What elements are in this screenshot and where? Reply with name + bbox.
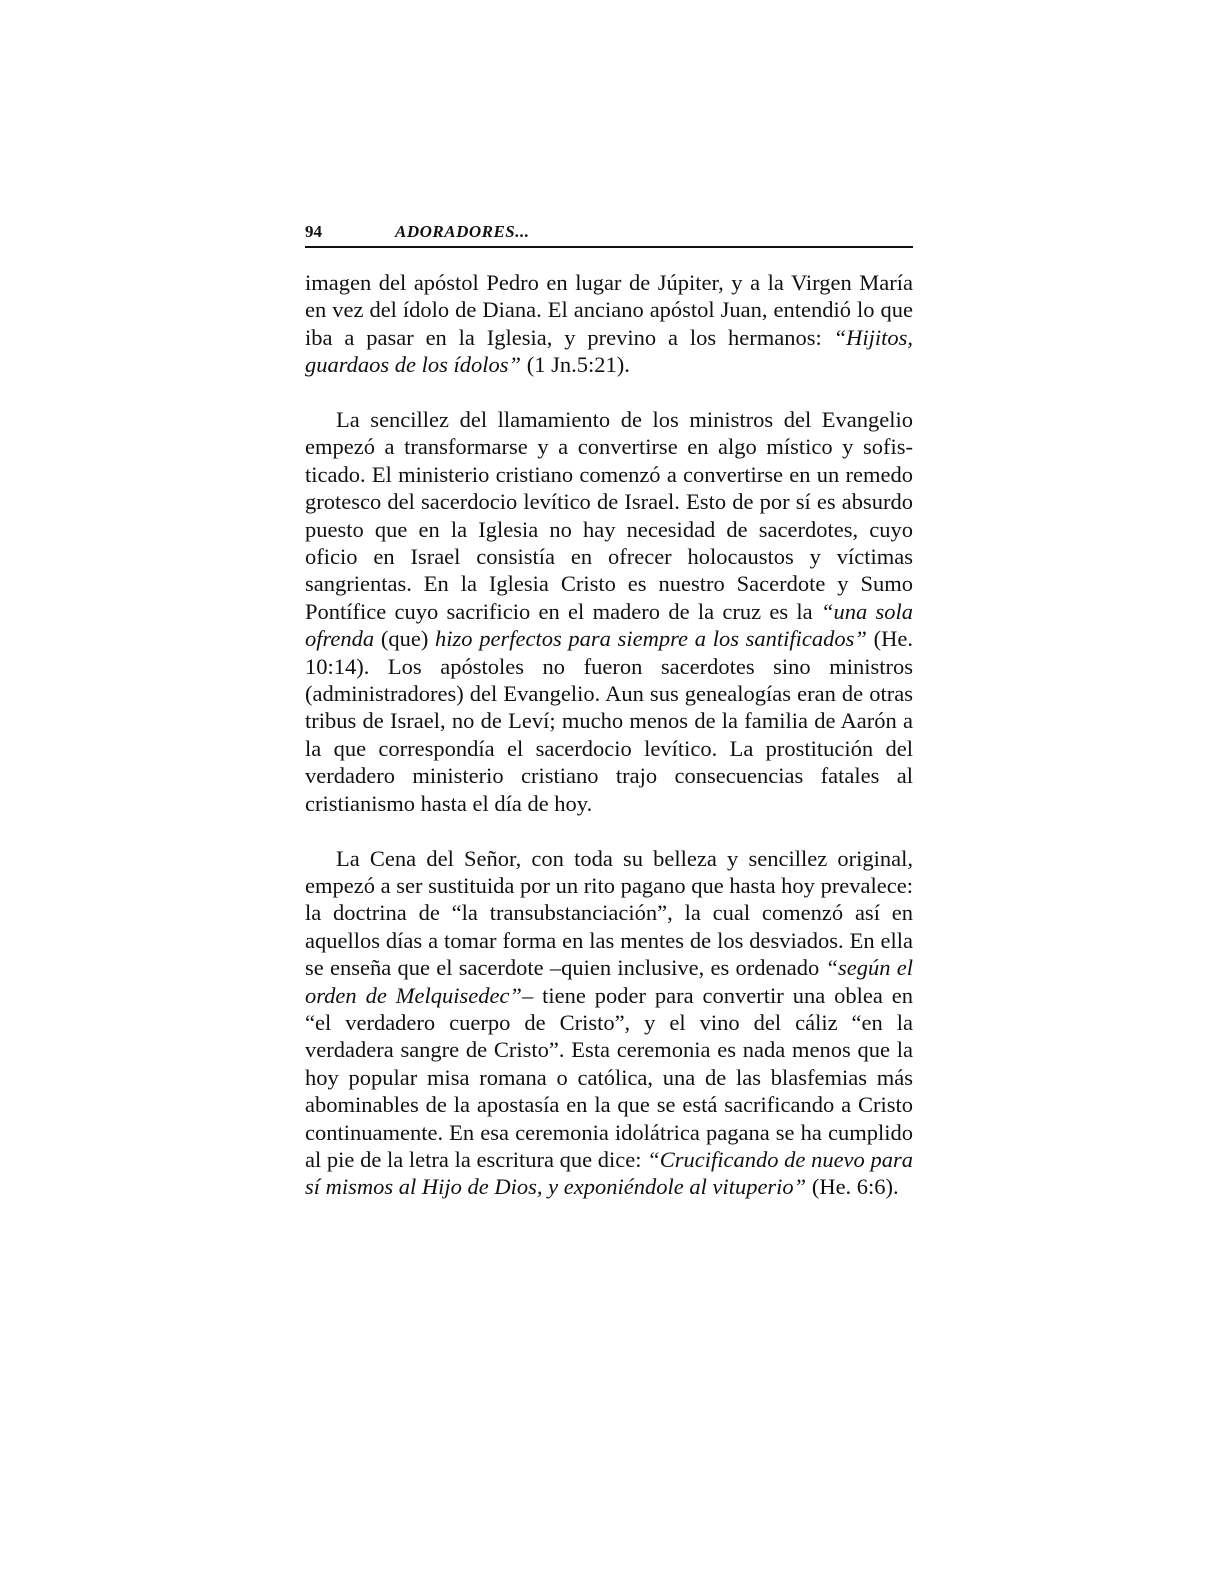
paragraph-1 <box>305 269 913 379</box>
scripture-quote: “Hijitos, guardaos de los ídolos” <box>305 324 913 378</box>
text-run: La sencillez del llamamiento de los ministros del Evangelio empezó a transformarse y a convertirse en algo místico y sofisticado. El ministerio cristiano comenzó a convertirse en un remedo grotesco del sacerdocio levítico de Israel. Esto de por sí es absurdo puesto que en la Iglesia no hay necesidad de sacerdotes, cuyo oficio en Israel consistía en ofrecer holocaustos y víctimas sangrientas. En la Iglesia Cristo es nuestro Sacerdote y Sumo Pontífice cuyo sacrificio en el madero de la cruz es la <box>305 407 913 624</box>
page <box>305 218 913 1201</box>
text-run: (que) <box>374 626 436 652</box>
scripture-quote: “Crucificando de nuevo para sí mismos al Hijo de Dios, y exponiéndole al vituperio” <box>305 1146 913 1200</box>
text-run: (1 Jn.5:21). <box>521 352 630 378</box>
page-number: 94 <box>305 222 322 241</box>
scripture-quote: “una sola ofrenda <box>305 598 913 652</box>
scripture-quote: “según el orden de Melquisedec” <box>305 955 914 1008</box>
scripture-quote: hizo perfectos para siempre a los santificados” <box>435 626 867 652</box>
text-run: (He. 6:6). <box>806 1174 899 1200</box>
body-text <box>305 269 913 1201</box>
running-title: ADORADORES... <box>395 222 530 241</box>
paragraph-2 <box>305 406 913 817</box>
text-run: – tiene poder para convertir una oblea en “el verdadero cuerpo de Cristo”, y el vino del cáliz “en la verdadera sangre de Cristo”. Esta ceremonia es nada menos que la hoy popular misa romana o católica, una de las blasfemias más abominables de la apostasía en la que se está sacrificando a Cristo continuamente. En esa ceremonia idolátrica pagana se ha cumplido al pie de la letra la escritura que dice: <box>305 982 913 1172</box>
text-run: La Cena del Señor, con toda su belleza y sencillez original, empezó a ser sustituida por un rito pagano que hasta hoy prevalece: la doctrina de “la transubstanciación”, la cual comenzó así en aquellos días a tomar forma en las mentes de los desviados. En ella se enseña que el sacerdote –quien inclusive, es ordenado <box>305 845 913 981</box>
paragraph-3 <box>305 845 913 1201</box>
text-run: imagen del apóstol Pedro en lugar de Júpiter, y a la Virgen María en vez del ídolo de Diana. El anciano apóstol Juan, entendió lo que iba a pasar en la Iglesia, y previno a los hermanos: <box>305 270 913 350</box>
running-header <box>305 218 913 248</box>
text-run: (He. 10:14). Los apóstoles no fueron sacerdotes sino ministros (administradores) del Evangelio. Aun sus genealogías eran de otras tribus de Israel, no de Leví; mucho menos de la familia de Aarón a la que correspondía el sacerdocio levítico. La prostitución del verdadero ministerio cristiano trajo consecuencias fatales al cristianismo hasta el día de hoy. <box>305 626 913 816</box>
